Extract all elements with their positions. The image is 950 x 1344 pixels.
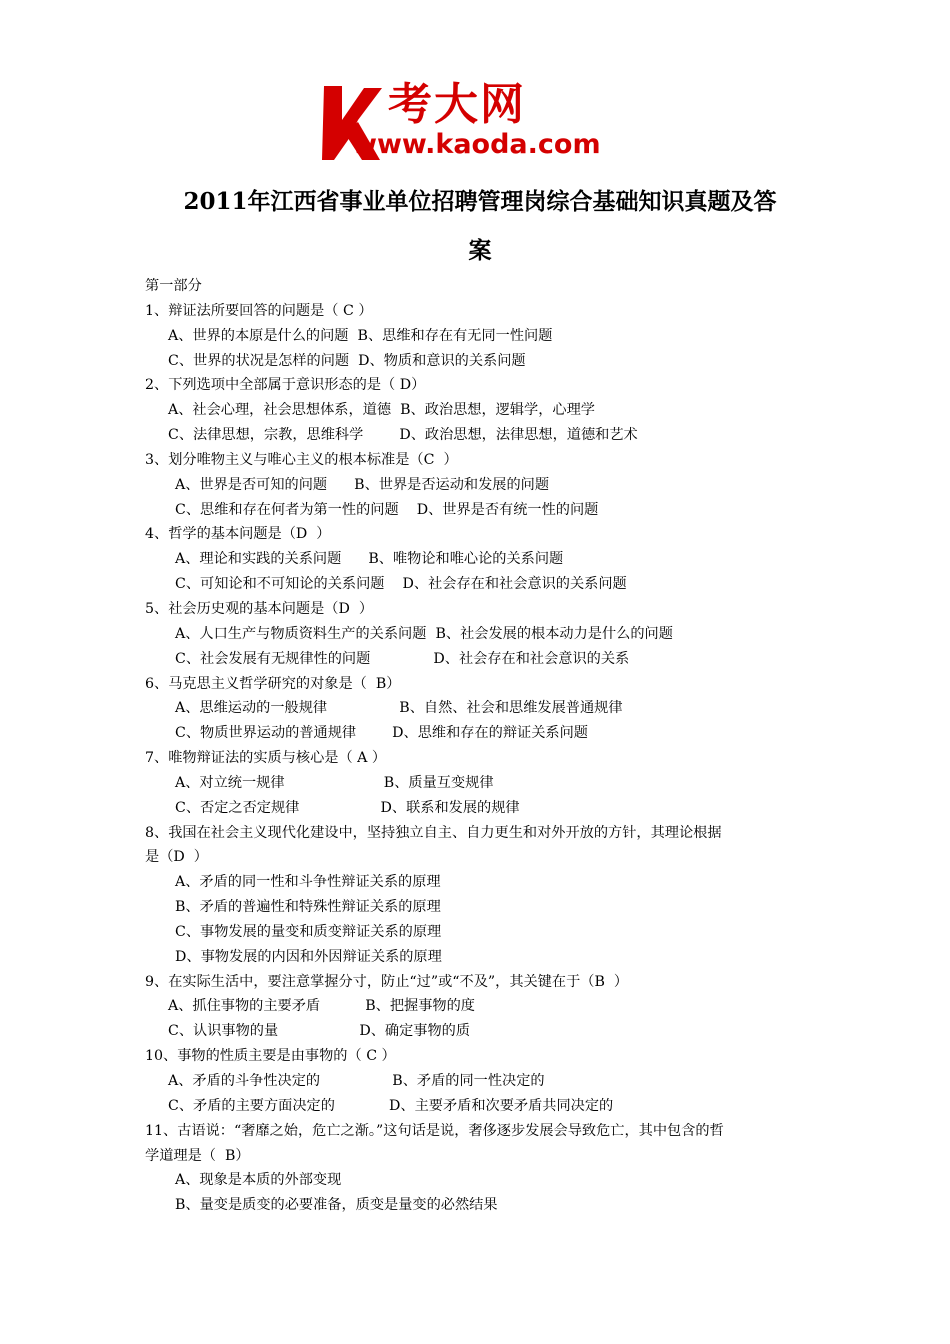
question-4: 4、哲学的基本问题是（D ） <box>145 526 331 543</box>
question-8-option-b: B、矛盾的普遍性和特殊性辩证关系的原理 <box>175 899 441 916</box>
question-5-options-cd: C、社会发展有无规律性的问题 D、社会存在和社会意识的关系 <box>175 650 630 667</box>
question-3-options-ab: A、世界是否可知的问题 B、世界是否运动和发展的问题 <box>175 476 550 493</box>
question-6: 6、马克思主义哲学研究的对象是（ B） <box>145 675 401 692</box>
question-8-continued: 是（D ） <box>145 849 208 866</box>
question-8: 8、我国在社会主义现代化建设中，坚持独立自主、自力更生和对外开放的方针，其理论根据 <box>145 824 722 841</box>
question-9-options-cd: C、认识事物的量 D、确定事物的质 <box>168 1023 471 1040</box>
section-heading: 第一部分 <box>145 278 202 294</box>
question-2-options-cd: C、法律思想，宗教，思维科学 D、政治思想，法律思想，道德和艺术 <box>168 427 638 444</box>
document-title-line-2: 案 <box>468 237 492 264</box>
logo-brand-text: 考大网 <box>388 79 526 130</box>
kaoda-logo <box>318 79 638 160</box>
question-10: 10、事物的性质主要是由事物的（ C ） <box>145 1048 396 1065</box>
question-8-option-a: A、矛盾的同一性和斗争性辩证关系的原理 <box>175 874 441 891</box>
question-1-options-cd: C、世界的状况是怎样的问题 D、物质和意识的关系问题 <box>168 352 526 369</box>
question-7: 7、唯物辩证法的实质与核心是（ A ） <box>145 750 387 767</box>
question-7-options-ab: A、对立统一规律 B、质量互变规律 <box>175 774 494 791</box>
question-1: 1、辩证法所要回答的问题是（ C ） <box>145 302 373 319</box>
question-11: 11、古语说：“奢靡之始，危亡之渐。”这句话是说，奢侈逐步发展会导致危亡，其中包含的哲 <box>145 1122 724 1139</box>
question-8-option-c: C、事物发展的量变和质变辩证关系的原理 <box>175 923 442 940</box>
question-11-continued: 学道理是（ B） <box>145 1147 250 1164</box>
question-11-option-b: B、量变是质变的必要准备，质变是量变的必然结果 <box>175 1197 498 1214</box>
question-5-options-ab: A、人口生产与物质资料生产的关系问题 B、社会发展的根本动力是什么的问题 <box>175 625 673 642</box>
logo-url-text: www.kaoda.com <box>352 129 601 160</box>
question-list <box>145 274 825 1218</box>
question-7-options-cd: C、否定之否定规律 D、联系和发展的规律 <box>175 799 520 816</box>
question-1-options-ab: A、世界的本原是什么的问题 B、思维和存在有无同一性问题 <box>168 327 553 344</box>
question-8-option-d: D、事物发展的内因和外因辩证关系的原理 <box>175 948 442 965</box>
question-4-options-cd: C、可知论和不可知论的关系问题 D、社会存在和社会意识的关系问题 <box>175 576 627 593</box>
question-2: 2、下列选项中全部属于意识形态的是（ D） <box>145 377 426 394</box>
question-10-options-cd: C、矛盾的主要方面决定的 D、主要矛盾和次要矛盾共同决定的 <box>168 1097 614 1114</box>
question-10-options-ab: A、矛盾的斗争性决定的 B、矛盾的同一性决定的 <box>168 1073 545 1089</box>
question-6-options-ab: A、思维运动的一般规律 B、自然、社会和思维发展普通规律 <box>175 700 623 717</box>
question-3-options-cd: C、思维和存在何者为第一性的问题 D、世界是否有统一性的问题 <box>175 501 599 518</box>
document-title-line-1: 2011年江西省事业单位招聘管理岗综合基础知识真题及答 <box>183 188 777 215</box>
question-6-options-cd: C、物质世界运动的普通规律 D、思维和存在的辩证关系问题 <box>175 725 588 742</box>
question-9: 9、在实际生活中，要注意掌握分寸，防止“过”或“不及”，其关键在于（B ） <box>145 973 629 990</box>
question-9-options-ab: A、抓住事物的主要矛盾 B、把握事物的度 <box>168 998 475 1015</box>
question-5: 5、社会历史观的基本问题是（D ） <box>145 600 374 617</box>
question-3: 3、划分唯物主义与唯心主义的根本标准是（C ） <box>145 451 458 468</box>
question-11-option-a: A、现象是本质的外部变现 <box>175 1172 342 1189</box>
question-4-options-ab: A、理论和实践的关系问题 B、唯物论和唯心论的关系问题 <box>175 551 564 568</box>
question-2-options-ab: A、社会心理，社会思想体系，道德 B、政治思想，逻辑学，心理学 <box>168 402 595 419</box>
